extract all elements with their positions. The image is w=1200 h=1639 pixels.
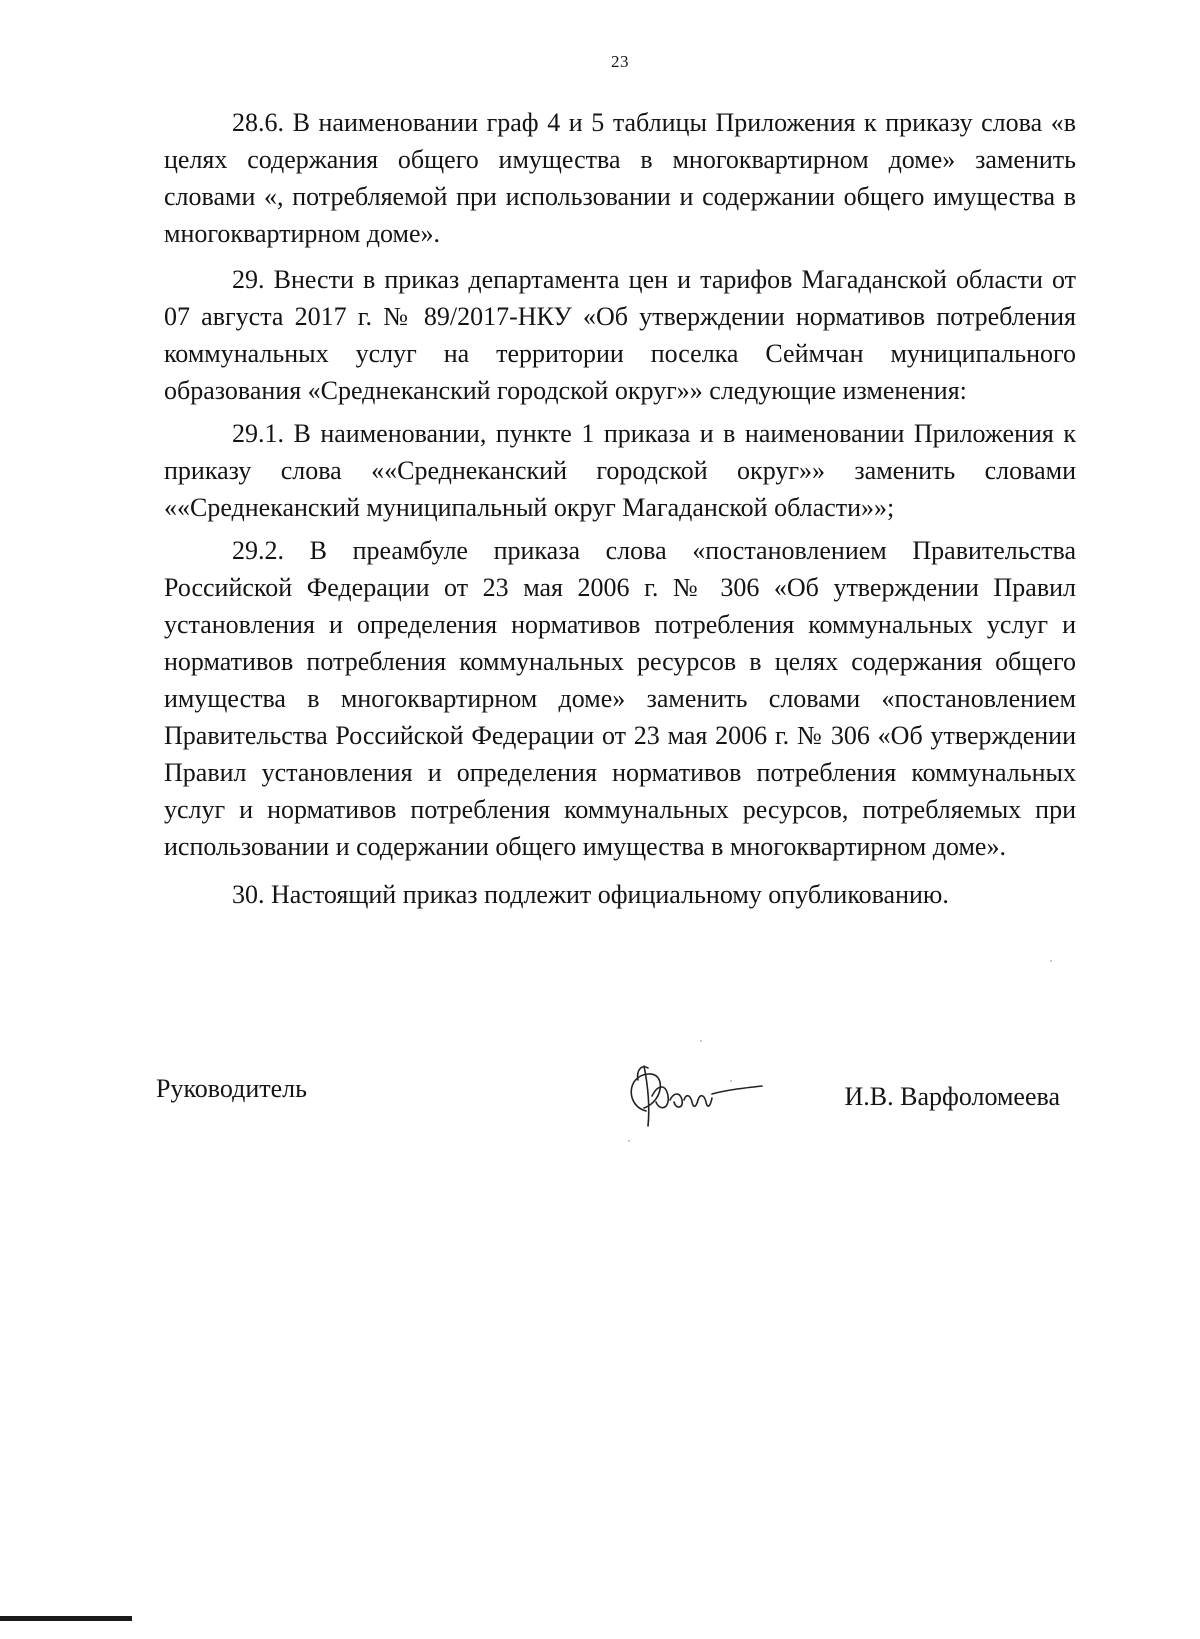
paragraph-29: 29. Внести в приказ департамента цен и тарифов Магаданской области от 07 августа 2017 г. № 89/2017-НКУ «Об утверждении нормативов потребления коммунальных услуг на территории поселка Сеймчан муниципального образования «Среднеканский городской округ»» следующие изменения: bbox=[164, 265, 1076, 405]
page-number: 23 bbox=[611, 52, 629, 71]
paragraph-30: 30. Настоящий приказ подлежит официальному опубликованию. bbox=[232, 880, 949, 909]
scan-speck bbox=[628, 1140, 630, 1142]
paragraph-29-1: 29.1. В наименовании, пункте 1 приказа и в наименовании Приложения к приказу слова ««Среднеканский городской округ»» заменить словами ««Среднеканский муниципальный округ Магаданской области»»; bbox=[164, 419, 1076, 522]
paragraph-28-6: 28.6. В наименовании граф 4 и 5 таблицы Приложения к приказу слова «в целях содержания общего имущества в многоквартирном доме» заменить словами «, потребляемой при использовании и содержании общего имущества в многоквартирном доме». bbox=[164, 108, 1076, 248]
scan-speck bbox=[1050, 960, 1052, 962]
paragraph-29-2: 29.2. В преамбуле приказа слова «постановлением Правительства Российской Федерации от 23 мая 2006 г. № 306 «Об утверждении Правил установления и определения нормативов потребления коммунальных услуг и нормативов потребления коммунальных ресурсов в целях содержания общего имущества в многоквартирном доме» заменить словами «постановлением Правительства Российской Федерации от 23 мая 2006 г. № 306 «Об утверждении Правил установления и определения нормативов потребления коммунальных услуг и нормативов потребления коммунальных ресурсов, потребляемых при использовании и содержании общего имущества в многоквартирном доме». bbox=[164, 536, 1076, 861]
signatory-title: Руководитель bbox=[156, 1074, 307, 1103]
scan-speck bbox=[700, 1040, 702, 1042]
signatory-name: И.В. Варфоломеева bbox=[844, 1082, 1060, 1111]
scan-speck bbox=[730, 1080, 732, 1082]
scan-edge-mark bbox=[0, 1616, 132, 1621]
signature-block bbox=[156, 1056, 1068, 1136]
handwritten-signature bbox=[586, 1056, 786, 1146]
document-body bbox=[164, 104, 1076, 913]
